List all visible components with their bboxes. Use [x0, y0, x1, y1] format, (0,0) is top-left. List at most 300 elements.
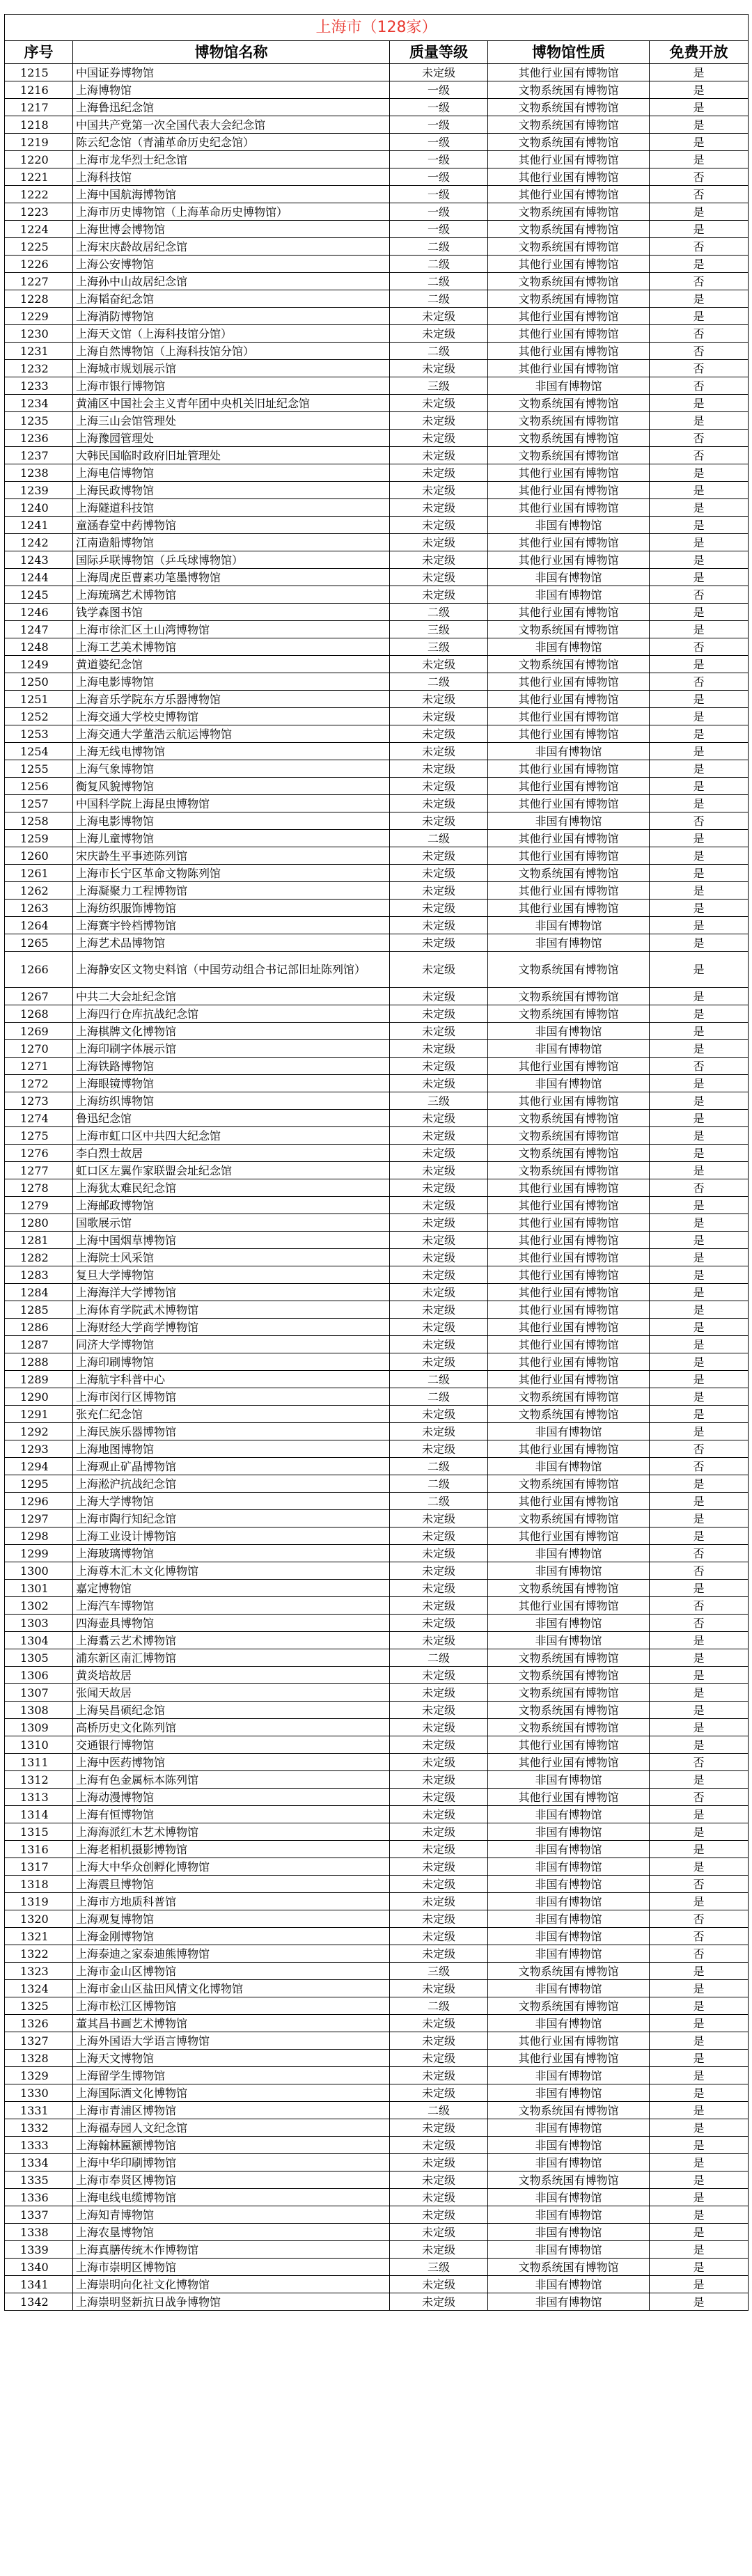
quality-grade-cell: 未定级: [390, 1440, 488, 1458]
museum-name-cell: 上海汽车博物馆: [73, 1597, 390, 1615]
quality-grade-cell: 一级: [390, 99, 488, 116]
museum-name-cell: 上海院士风采馆: [73, 1249, 390, 1266]
quality-grade-cell: 未定级: [390, 499, 488, 517]
quality-grade-cell: 三级: [390, 377, 488, 395]
serial-number-cell: 1305: [5, 1649, 73, 1667]
museum-nature-cell: 非国有博物馆: [488, 1945, 650, 1963]
quality-grade-cell: 未定级: [390, 2154, 488, 2171]
title-row: [5, 15, 749, 41]
serial-number-cell: 1299: [5, 1545, 73, 1562]
table-row: [5, 1580, 749, 1597]
serial-number-cell: 1339: [5, 2241, 73, 2259]
museum-name-cell: 上海中医药博物馆: [73, 1754, 390, 1771]
free-admission-cell: 是: [650, 900, 749, 917]
table-row: [5, 1963, 749, 1980]
museum-name-cell: 上海铁路博物馆: [73, 1058, 390, 1075]
free-admission-cell: 是: [650, 1023, 749, 1040]
table-row: [5, 1841, 749, 1858]
serial-number-cell: 1263: [5, 900, 73, 917]
serial-number-cell: 1249: [5, 656, 73, 673]
quality-grade-cell: 一级: [390, 151, 488, 168]
free-admission-cell: 是: [650, 1719, 749, 1736]
museum-nature-cell: 文物系统国有博物馆: [488, 1127, 650, 1145]
museum-name-cell: 上海航宇科普中心: [73, 1371, 390, 1388]
museum-nature-cell: 其他行业国有博物馆: [488, 847, 650, 865]
table-row: [5, 1249, 749, 1266]
quality-grade-cell: 未定级: [390, 2067, 488, 2084]
quality-grade-cell: 未定级: [390, 1945, 488, 1963]
serial-number-cell: 1283: [5, 1266, 73, 1284]
serial-number-cell: 1272: [5, 1075, 73, 1092]
table-row: [5, 569, 749, 586]
quality-grade-cell: 三级: [390, 638, 488, 656]
museum-name-cell: 上海金刚博物馆: [73, 1928, 390, 1945]
museum-nature-cell: 其他行业国有博物馆: [488, 708, 650, 725]
table-row: [5, 604, 749, 621]
table-row: [5, 464, 749, 482]
table-row: [5, 1005, 749, 1023]
museum-name-cell: 上海市金山区盐田风情文化博物馆: [73, 1980, 390, 1997]
serial-number-cell: 1255: [5, 760, 73, 778]
serial-number-cell: 1314: [5, 1806, 73, 1823]
free-admission-cell: 是: [650, 2032, 749, 2050]
free-admission-cell: 是: [650, 1806, 749, 1823]
free-admission-cell: 是: [650, 81, 749, 99]
quality-grade-cell: 未定级: [390, 1806, 488, 1823]
museum-name-cell: 上海市历史博物馆（上海革命历史博物馆）: [73, 203, 390, 221]
table-row: [5, 64, 749, 81]
quality-grade-cell: 未定级: [390, 1980, 488, 1997]
quality-grade-cell: 未定级: [390, 395, 488, 412]
table-row: [5, 691, 749, 708]
serial-number-cell: 1266: [5, 952, 73, 988]
free-admission-cell: 是: [650, 517, 749, 534]
free-admission-cell: 是: [650, 2224, 749, 2241]
table-row: [5, 2206, 749, 2224]
museum-nature-cell: 非国有博物馆: [488, 2224, 650, 2241]
free-admission-cell: 否: [650, 430, 749, 447]
museum-name-cell: 上海世博会博物馆: [73, 221, 390, 238]
table-row: [5, 1232, 749, 1249]
serial-number-cell: 1267: [5, 988, 73, 1005]
museum-name-cell: 上海市方地质科普馆: [73, 1893, 390, 1910]
quality-grade-cell: 未定级: [390, 325, 488, 343]
museum-name-cell: 复旦大学博物馆: [73, 1266, 390, 1284]
table-row: [5, 1301, 749, 1319]
free-admission-cell: 是: [650, 2154, 749, 2171]
serial-number-cell: 1265: [5, 934, 73, 952]
quality-grade-cell: 一级: [390, 134, 488, 151]
serial-number-cell: 1287: [5, 1336, 73, 1353]
quality-grade-cell: 未定级: [390, 952, 488, 988]
serial-number-cell: 1247: [5, 621, 73, 638]
museum-nature-cell: 非国有博物馆: [488, 1562, 650, 1580]
museum-nature-cell: 非国有博物馆: [488, 812, 650, 830]
museum-nature-cell: 其他行业国有博物馆: [488, 186, 650, 203]
table-row: [5, 1179, 749, 1197]
quality-grade-cell: 未定级: [390, 1249, 488, 1266]
museum-name-cell: 陈云纪念馆（青浦革命历史纪念馆）: [73, 134, 390, 151]
serial-number-cell: 1229: [5, 308, 73, 325]
quality-grade-cell: 未定级: [390, 778, 488, 795]
table-row: [5, 1667, 749, 1684]
free-admission-cell: 是: [650, 1040, 749, 1058]
table-row: [5, 1145, 749, 1162]
museum-name-cell: 上海犹太难民纪念馆: [73, 1179, 390, 1197]
serial-number-cell: 1338: [5, 2224, 73, 2241]
table-row: [5, 2224, 749, 2241]
museum-name-cell: 上海市奉贤区博物馆: [73, 2171, 390, 2189]
museum-nature-cell: 其他行业国有博物馆: [488, 343, 650, 360]
museum-name-cell: 上海公安博物馆: [73, 256, 390, 273]
museum-nature-cell: 非国有博物馆: [488, 1771, 650, 1789]
museum-name-cell: 高桥历史文化陈列馆: [73, 1719, 390, 1736]
table-row: [5, 1945, 749, 1963]
quality-grade-cell: 未定级: [390, 900, 488, 917]
quality-grade-cell: 未定级: [390, 2137, 488, 2154]
serial-number-cell: 1306: [5, 1667, 73, 1684]
serial-number-cell: 1236: [5, 430, 73, 447]
table-row: [5, 2137, 749, 2154]
serial-number-cell: 1326: [5, 2015, 73, 2032]
museum-name-cell: 江南造船博物馆: [73, 534, 390, 551]
table-row: [5, 1876, 749, 1893]
free-admission-cell: 是: [650, 2050, 749, 2067]
serial-number-cell: 1256: [5, 778, 73, 795]
free-admission-cell: 否: [650, 673, 749, 691]
serial-number-cell: 1341: [5, 2276, 73, 2293]
museum-name-cell: 上海城市规划展示馆: [73, 360, 390, 377]
museum-name-cell: 上海市金山区博物馆: [73, 1963, 390, 1980]
museum-nature-cell: 文物系统国有博物馆: [488, 395, 650, 412]
free-admission-cell: 是: [650, 1214, 749, 1232]
free-admission-cell: 否: [650, 812, 749, 830]
serial-number-cell: 1242: [5, 534, 73, 551]
museum-nature-cell: 文物系统国有博物馆: [488, 273, 650, 290]
table-row: [5, 1789, 749, 1806]
museum-nature-cell: 其他行业国有博物馆: [488, 1092, 650, 1110]
serial-number-cell: 1340: [5, 2259, 73, 2276]
table-row: [5, 1423, 749, 1440]
quality-grade-cell: 未定级: [390, 1597, 488, 1615]
museum-nature-cell: 非国有博物馆: [488, 1841, 650, 1858]
quality-grade-cell: 未定级: [390, 1667, 488, 1684]
museum-nature-cell: 其他行业国有博物馆: [488, 464, 650, 482]
free-admission-cell: 是: [650, 412, 749, 430]
serial-number-cell: 1269: [5, 1023, 73, 1040]
museum-nature-cell: 其他行业国有博物馆: [488, 168, 650, 186]
free-admission-cell: 否: [650, 1876, 749, 1893]
quality-grade-cell: 未定级: [390, 1336, 488, 1353]
museum-nature-cell: 其他行业国有博物馆: [488, 360, 650, 377]
quality-grade-cell: 未定级: [390, 1214, 488, 1232]
free-admission-cell: 是: [650, 1841, 749, 1858]
serial-number-cell: 1320: [5, 1910, 73, 1928]
museum-name-cell: 上海财经大学商学博物馆: [73, 1319, 390, 1336]
quality-grade-cell: 未定级: [390, 2032, 488, 2050]
museum-nature-cell: 其他行业国有博物馆: [488, 1284, 650, 1301]
quality-grade-cell: 未定级: [390, 64, 488, 81]
museum-nature-cell: 文物系统国有博物馆: [488, 116, 650, 134]
quality-grade-cell: 未定级: [390, 1754, 488, 1771]
museum-nature-cell: 其他行业国有博物馆: [488, 830, 650, 847]
museum-nature-cell: 文物系统国有博物馆: [488, 447, 650, 464]
serial-number-cell: 1315: [5, 1823, 73, 1841]
quality-grade-cell: 未定级: [390, 1058, 488, 1075]
museum-nature-cell: 文物系统国有博物馆: [488, 621, 650, 638]
table-row: [5, 1736, 749, 1754]
museum-nature-cell: 其他行业国有博物馆: [488, 691, 650, 708]
quality-grade-cell: 二级: [390, 1458, 488, 1475]
table-row: [5, 1353, 749, 1371]
quality-grade-cell: 未定级: [390, 430, 488, 447]
quality-grade-cell: 二级: [390, 290, 488, 308]
museum-name-cell: 上海中华印刷博物馆: [73, 2154, 390, 2171]
museum-name-cell: 上海静安区文物史料馆（中国劳动组合书记部旧址陈列馆）: [73, 952, 390, 988]
free-admission-cell: 否: [650, 325, 749, 343]
museum-name-cell: 中国证券博物馆: [73, 64, 390, 81]
free-admission-cell: 否: [650, 1945, 749, 1963]
serial-number-cell: 1311: [5, 1754, 73, 1771]
serial-number-cell: 1239: [5, 482, 73, 499]
museum-name-cell: 上海中国航海博物馆: [73, 186, 390, 203]
table-row: [5, 1092, 749, 1110]
museum-name-cell: 上海邮政博物馆: [73, 1197, 390, 1214]
table-row: [5, 743, 749, 760]
serial-number-cell: 1282: [5, 1249, 73, 1266]
table-row: [5, 1719, 749, 1736]
museum-nature-cell: 文物系统国有博物馆: [488, 1162, 650, 1179]
free-admission-cell: 是: [650, 1893, 749, 1910]
museum-name-cell: 张闻天故居: [73, 1684, 390, 1702]
serial-number-cell: 1278: [5, 1179, 73, 1197]
free-admission-cell: 是: [650, 1301, 749, 1319]
serial-number-cell: 1245: [5, 586, 73, 604]
serial-number-cell: 1254: [5, 743, 73, 760]
table-row: [5, 1336, 749, 1353]
table-body: [5, 64, 749, 2311]
free-admission-cell: 是: [650, 2015, 749, 2032]
free-admission-cell: 是: [650, 725, 749, 743]
free-admission-cell: 是: [650, 988, 749, 1005]
museum-name-cell: 上海体育学院武术博物馆: [73, 1301, 390, 1319]
museum-nature-cell: 其他行业国有博物馆: [488, 900, 650, 917]
museum-name-cell: 上海海派红木艺术博物馆: [73, 1823, 390, 1841]
free-admission-cell: 是: [650, 551, 749, 569]
quality-grade-cell: 未定级: [390, 1684, 488, 1702]
table-row: [5, 812, 749, 830]
quality-grade-cell: 未定级: [390, 1232, 488, 1249]
quality-grade-cell: 未定级: [390, 1580, 488, 1597]
museum-nature-cell: 文物系统国有博物馆: [488, 1667, 650, 1684]
serial-number-cell: 1317: [5, 1858, 73, 1876]
quality-grade-cell: 未定级: [390, 1301, 488, 1319]
museum-name-cell: 上海地图博物馆: [73, 1440, 390, 1458]
table-row: [5, 499, 749, 517]
museum-name-cell: 钱学森图书馆: [73, 604, 390, 621]
quality-grade-cell: 未定级: [390, 934, 488, 952]
serial-number-cell: 1264: [5, 917, 73, 934]
serial-number-cell: 1218: [5, 116, 73, 134]
quality-grade-cell: 未定级: [390, 865, 488, 882]
table-row: [5, 830, 749, 847]
table-row: [5, 2276, 749, 2293]
serial-number-cell: 1233: [5, 377, 73, 395]
quality-grade-cell: 未定级: [390, 551, 488, 569]
museum-name-cell: 交通银行博物馆: [73, 1736, 390, 1754]
quality-grade-cell: 未定级: [390, 708, 488, 725]
museum-name-cell: 上海市银行博物馆: [73, 377, 390, 395]
quality-grade-cell: 未定级: [390, 2050, 488, 2067]
museum-name-cell: 上海孙中山故居纪念馆: [73, 273, 390, 290]
museum-name-cell: 上海赛宇铃档博物馆: [73, 917, 390, 934]
table-row: [5, 395, 749, 412]
museum-nature-cell: 文物系统国有博物馆: [488, 1649, 650, 1667]
museum-name-cell: 中共二大会址纪念馆: [73, 988, 390, 1005]
serial-number-cell: 1286: [5, 1319, 73, 1336]
museum-name-cell: 上海吴昌硕纪念馆: [73, 1702, 390, 1719]
free-admission-cell: 是: [650, 1423, 749, 1440]
quality-grade-cell: 未定级: [390, 1110, 488, 1127]
table-row: [5, 2154, 749, 2171]
museum-name-cell: 上海淞沪抗战纪念馆: [73, 1475, 390, 1493]
free-admission-cell: 是: [650, 691, 749, 708]
museum-nature-cell: 文物系统国有博物馆: [488, 1510, 650, 1527]
table-row: [5, 412, 749, 430]
table-row: [5, 1319, 749, 1336]
free-admission-cell: 是: [650, 760, 749, 778]
museum-nature-cell: 非国有博物馆: [488, 1458, 650, 1475]
table-row: [5, 1197, 749, 1214]
free-admission-cell: 是: [650, 1249, 749, 1266]
quality-grade-cell: 二级: [390, 1997, 488, 2015]
museum-nature-cell: 其他行业国有博物馆: [488, 1353, 650, 1371]
museum-name-cell: 上海工业设计博物馆: [73, 1527, 390, 1545]
quality-grade-cell: 未定级: [390, 1858, 488, 1876]
museum-nature-cell: 文物系统国有博物馆: [488, 1702, 650, 1719]
museum-name-cell: 上海自然博物馆（上海科技馆分馆）: [73, 343, 390, 360]
museum-name-cell: 上海有恒博物馆: [73, 1806, 390, 1823]
table-row: [5, 186, 749, 203]
museum-nature-cell: 文物系统国有博物馆: [488, 1580, 650, 1597]
quality-grade-cell: 未定级: [390, 2206, 488, 2224]
serial-number-cell: 1216: [5, 81, 73, 99]
quality-grade-cell: 二级: [390, 256, 488, 273]
museum-name-cell: 上海市青浦区博物馆: [73, 2102, 390, 2119]
museum-nature-cell: 非国有博物馆: [488, 917, 650, 934]
museum-name-cell: 上海有色金属标本陈列馆: [73, 1771, 390, 1789]
museum-nature-cell: 文物系统国有博物馆: [488, 290, 650, 308]
museum-nature-cell: 其他行业国有博物馆: [488, 795, 650, 812]
serial-number-cell: 1325: [5, 1997, 73, 2015]
museum-name-cell: 上海大学博物馆: [73, 1493, 390, 1510]
table-row: [5, 1058, 749, 1075]
free-admission-cell: 是: [650, 1510, 749, 1527]
free-admission-cell: 是: [650, 290, 749, 308]
free-admission-cell: 是: [650, 1232, 749, 1249]
serial-number-cell: 1276: [5, 1145, 73, 1162]
museum-nature-cell: 文物系统国有博物馆: [488, 988, 650, 1005]
quality-grade-cell: 二级: [390, 1649, 488, 1667]
free-admission-cell: 是: [650, 1075, 749, 1092]
quality-grade-cell: 未定级: [390, 482, 488, 499]
quality-grade-cell: 未定级: [390, 1284, 488, 1301]
quality-grade-cell: 未定级: [390, 917, 488, 934]
museum-nature-cell: 文物系统国有博物馆: [488, 1145, 650, 1162]
museum-name-cell: 黄道婆纪念馆: [73, 656, 390, 673]
free-admission-cell: 是: [650, 1353, 749, 1371]
museum-nature-cell: 其他行业国有博物馆: [488, 499, 650, 517]
table-row: [5, 377, 749, 395]
museum-name-cell: 宋庆龄生平事迹陈列馆: [73, 847, 390, 865]
table-row: [5, 673, 749, 691]
serial-number-cell: 1289: [5, 1371, 73, 1388]
museum-nature-cell: 非国有博物馆: [488, 1980, 650, 1997]
museum-name-cell: 同济大学博物馆: [73, 1336, 390, 1353]
table-row: [5, 1110, 749, 1127]
museum-name-cell: 上海外国语大学语言博物馆: [73, 2032, 390, 2050]
serial-number-cell: 1304: [5, 1632, 73, 1649]
serial-number-cell: 1217: [5, 99, 73, 116]
museum-nature-cell: 其他行业国有博物馆: [488, 760, 650, 778]
museum-nature-cell: 其他行业国有博物馆: [488, 725, 650, 743]
table-row: [5, 1458, 749, 1475]
table-row: [5, 1893, 749, 1910]
quality-grade-cell: 未定级: [390, 1406, 488, 1423]
museum-name-cell: 上海豫园管理处: [73, 430, 390, 447]
museum-nature-cell: 文物系统国有博物馆: [488, 952, 650, 988]
museum-nature-cell: 其他行业国有博物馆: [488, 551, 650, 569]
free-admission-cell: 是: [650, 1997, 749, 2015]
free-admission-cell: 是: [650, 1527, 749, 1545]
quality-grade-cell: 未定级: [390, 360, 488, 377]
quality-grade-cell: 二级: [390, 343, 488, 360]
free-admission-cell: 是: [650, 1632, 749, 1649]
museum-nature-cell: 其他行业国有博物馆: [488, 1197, 650, 1214]
serial-number-cell: 1337: [5, 2206, 73, 2224]
quality-grade-cell: 未定级: [390, 1910, 488, 1928]
free-admission-cell: 否: [650, 1058, 749, 1075]
quality-grade-cell: 一级: [390, 221, 488, 238]
table-row: [5, 865, 749, 882]
free-admission-cell: 否: [650, 238, 749, 256]
free-admission-cell: 是: [650, 2102, 749, 2119]
free-admission-cell: 是: [650, 569, 749, 586]
museum-nature-cell: 非国有博物馆: [488, 2206, 650, 2224]
museum-name-cell: 上海崇明向化社文化博物馆: [73, 2276, 390, 2293]
free-admission-cell: 否: [650, 1754, 749, 1771]
museum-name-cell: 四海壶具博物馆: [73, 1615, 390, 1632]
museum-name-cell: 上海天文博物馆: [73, 2050, 390, 2067]
serial-number-cell: 1260: [5, 847, 73, 865]
quality-grade-cell: 未定级: [390, 1771, 488, 1789]
museum-nature-cell: 非国有博物馆: [488, 2067, 650, 2084]
quality-grade-cell: 未定级: [390, 2293, 488, 2311]
museum-name-cell: 董其昌书画艺术博物馆: [73, 2015, 390, 2032]
museum-nature-cell: 非国有博物馆: [488, 1910, 650, 1928]
museum-nature-cell: 非国有博物馆: [488, 586, 650, 604]
serial-number-cell: 1232: [5, 360, 73, 377]
museum-name-cell: 上海市闵行区博物馆: [73, 1388, 390, 1406]
museum-nature-cell: 文物系统国有博物馆: [488, 203, 650, 221]
serial-number-cell: 1258: [5, 812, 73, 830]
table-row: [5, 517, 749, 534]
table-row: [5, 1214, 749, 1232]
table-row: [5, 1562, 749, 1580]
free-admission-cell: 是: [650, 865, 749, 882]
serial-number-cell: 1321: [5, 1928, 73, 1945]
table-row: [5, 81, 749, 99]
